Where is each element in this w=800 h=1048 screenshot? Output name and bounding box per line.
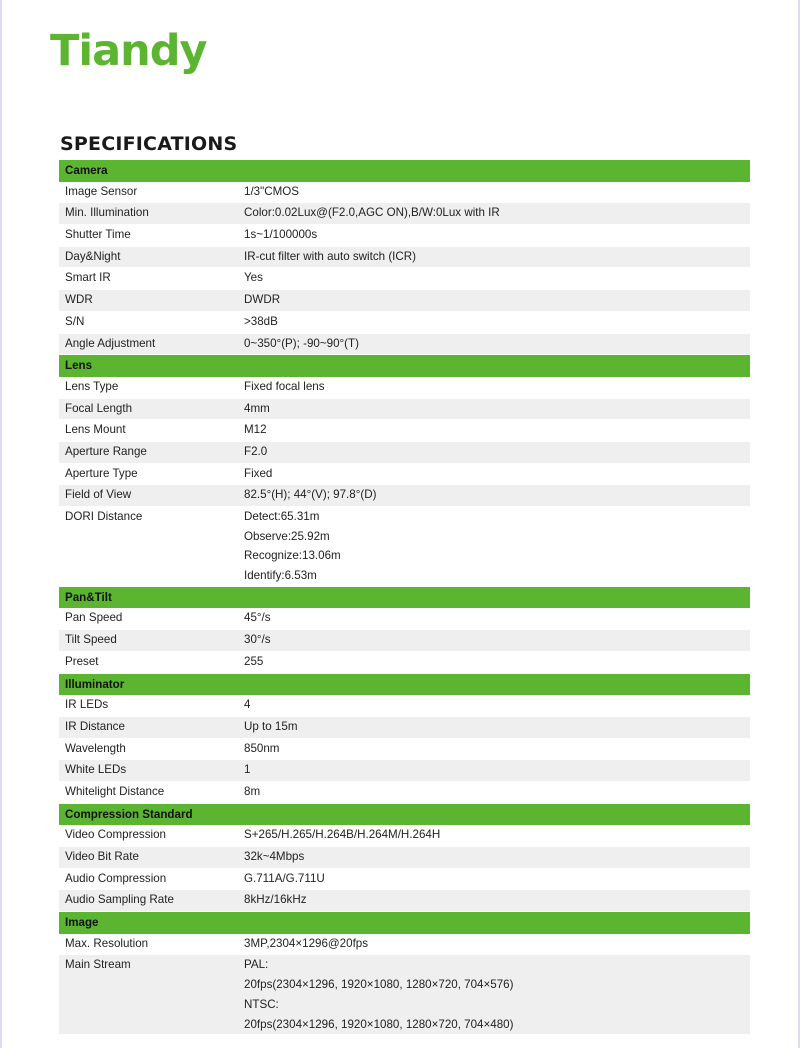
spec-value [240, 934, 750, 955]
spec-row [59, 442, 750, 464]
spec-label: Aperture Type [65, 466, 138, 480]
spec-value [240, 630, 750, 651]
spec-value-line: 4mm [244, 401, 270, 415]
section-header: Camera [59, 160, 750, 182]
spec-label: Day&Night [65, 249, 121, 263]
spec-row [59, 290, 750, 312]
spec-value [240, 334, 750, 355]
spec-label: Shutter Time [65, 228, 131, 242]
spec-label: Lens Mount [65, 423, 126, 437]
spec-label: Whitelight Distance [65, 784, 165, 798]
spec-label: Image Sensor [65, 184, 138, 198]
brand-logo: Tiandy [50, 26, 207, 76]
spec-value [240, 225, 750, 246]
spec-row [59, 203, 750, 225]
spec-value [240, 695, 750, 716]
spec-value-line: 8kHz/16kHz [244, 893, 307, 907]
spec-value [240, 717, 750, 738]
spec-row [59, 507, 750, 587]
spec-row [59, 399, 750, 421]
spec-value-line: Yes [244, 271, 263, 285]
spec-value [240, 203, 750, 224]
spec-value-line: 255 [244, 654, 264, 668]
spec-value-line: Fixed focal lens [244, 379, 325, 393]
spec-row [59, 847, 750, 869]
spec-value-line: 1/3"CMOS [244, 184, 300, 198]
spec-row [59, 420, 750, 442]
spec-label: Audio Sampling Rate [65, 893, 174, 907]
spec-value [240, 825, 750, 846]
spec-row [59, 934, 750, 956]
page-title: SPECIFICATIONS [60, 133, 238, 155]
spec-label: DORI Distance [65, 510, 143, 523]
spec-value-line: >38dB [244, 314, 278, 328]
spec-value-line: DWDR [244, 293, 281, 307]
spec-value [240, 739, 750, 760]
spec-label: Min. Illumination [65, 206, 149, 220]
spec-value-line: 1s~1/100000s [244, 228, 318, 242]
spec-value [240, 485, 750, 506]
spec-label: Max. Resolution [65, 936, 149, 950]
spec-row [59, 225, 750, 247]
spec-label: Lens Type [65, 379, 119, 393]
spec-value-line: 3MP,2304×1296@20fps [244, 936, 369, 950]
spec-row [59, 760, 750, 782]
spec-label: Audio Compression [65, 871, 167, 885]
spec-value-line: NTSC: [244, 997, 279, 1011]
spec-value-line: 850nm [244, 741, 280, 755]
spec-value-line: Detect:65.31m [244, 510, 320, 523]
spec-label: Smart IR [65, 271, 111, 285]
spec-row [59, 312, 750, 334]
spec-value [240, 377, 750, 398]
spec-value-line: 8m [244, 784, 261, 798]
spec-value [240, 955, 750, 1034]
spec-value [240, 869, 750, 890]
spec-label: Video Bit Rate [65, 850, 139, 863]
spec-row [59, 247, 750, 269]
spec-value-line: IR-cut filter with auto switch (ICR) [244, 249, 417, 263]
spec-row [59, 869, 750, 891]
spec-value-line: G.711A/G.711U [244, 871, 325, 885]
spec-value [240, 890, 750, 911]
spec-row [59, 717, 750, 739]
spec-label: Focal Length [65, 401, 133, 415]
spec-label: WDR [65, 293, 93, 307]
spec-label: Tilt Speed [65, 633, 117, 647]
spec-value [240, 782, 750, 803]
section-header: Compression Standard [59, 804, 750, 826]
spec-value [240, 268, 750, 289]
spec-value [240, 652, 750, 673]
spec-value-line: 82.5°(H); 44°(V); 97.8°(D) [244, 488, 377, 502]
spec-label: White LEDs [65, 763, 127, 777]
spec-value-line: S+265/H.265/H.264B/H.264M/H.264H [244, 828, 441, 842]
section-header: Lens [59, 355, 750, 377]
spec-value-line: 1 [244, 763, 251, 777]
spec-value-line: 32k~4Mbps [244, 850, 305, 863]
section-header: Illuminator [59, 674, 750, 696]
spec-value [240, 442, 750, 463]
spec-label: Field of View [65, 488, 132, 502]
spec-value-line: M12 [244, 423, 267, 437]
spec-value-line: Color:0.02Lux@(F2.0,AGC ON),B/W:0Lux with IR [244, 206, 500, 220]
spec-row [59, 695, 750, 717]
spec-row [59, 464, 750, 486]
spec-value-line: 20fps(2304×1296, 1920×1080, 1280×720, 704×480) [244, 1017, 514, 1031]
spec-value-line: 30°/s [244, 633, 271, 647]
spec-row [59, 608, 750, 630]
spec-label: S/N [65, 314, 85, 328]
section-header: Image [59, 912, 750, 934]
spec-value-line: PAL: [244, 958, 269, 972]
spec-value [240, 420, 750, 441]
spec-label: Video Compression [65, 828, 166, 842]
spec-value-line: 0~350°(P); -90~90°(T) [244, 336, 359, 350]
spec-value [240, 290, 750, 311]
spec-label: Preset [65, 654, 99, 668]
spec-row [59, 890, 750, 912]
spec-label: Aperture Range [65, 444, 147, 458]
spec-value-line: 4 [244, 698, 251, 712]
spec-value [240, 760, 750, 781]
page-edge-left [0, 0, 2, 1048]
section-header: Pan&Tilt [59, 587, 750, 609]
spec-label: Wavelength [65, 741, 126, 755]
spec-value-line: Fixed [244, 466, 273, 480]
spec-value [240, 312, 750, 333]
spec-row [59, 739, 750, 761]
spec-value [240, 182, 750, 203]
spec-value-line: Identify:6.53m [244, 569, 317, 583]
spec-value-line: Observe:25.92m [244, 529, 330, 543]
spec-row [59, 630, 750, 652]
spec-row [59, 377, 750, 399]
spec-label: Main Stream [65, 958, 131, 972]
spec-row [59, 652, 750, 674]
spec-value-line: 20fps(2304×1296, 1920×1080, 1280×720, 704×576) [244, 978, 514, 992]
spec-label: IR LEDs [65, 698, 109, 712]
spec-row [59, 268, 750, 290]
spec-value [240, 847, 750, 868]
spec-row [59, 825, 750, 847]
spec-value-line: Recognize:13.06m [244, 549, 341, 563]
spec-value [240, 247, 750, 268]
spec-row [59, 334, 750, 356]
spec-value-line: Up to 15m [244, 719, 298, 733]
spec-row [59, 182, 750, 204]
spec-value-line: F2.0 [244, 444, 268, 458]
spec-row [59, 955, 750, 1035]
spec-value-line: 45°/s [244, 611, 271, 625]
spec-table [59, 160, 750, 1035]
spec-row [59, 782, 750, 804]
spec-label: Pan Speed [65, 611, 123, 625]
spec-value [240, 507, 750, 586]
spec-value [240, 608, 750, 629]
spec-label: Angle Adjustment [65, 336, 156, 350]
spec-row [59, 485, 750, 507]
spec-value [240, 464, 750, 485]
spec-value [240, 399, 750, 420]
spec-label: IR Distance [65, 719, 125, 733]
